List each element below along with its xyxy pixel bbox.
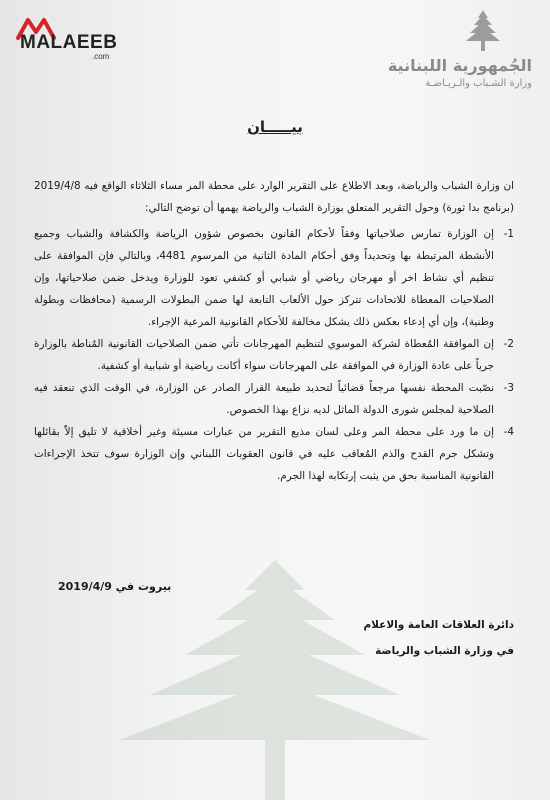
item-text: إن ما ورد على محطة المر وعلى لسان مذيع التقرير من عبارات مسيئة وغير أخلاقية لا تليق إلاّ بقائلها وتشكل جرم القدح والذم المُعاقب عليه في قانون العقوبات اللبناني وإن الوزارة سوف تتخذ الإجراءات القانونية المناسبة بحق من يثبت إرتكابه لهذا الجرم. (34, 426, 494, 482)
list-item (34, 421, 514, 487)
item-text: إن الوزارة تمارس صلاحياتها وفقاً لأحكام القانون بخصوص شؤون الرياضة والكشافة والشباب وجميع الأنشطة المرتبطة بها وتحديداً وفق أحكام المادة الثانية من المرسوم 4481، وبالتالي فإن الموافقة على تنظيم أي نشاط اخر أو مهرجان رياضي أو شبابي أو كشفي تعود للوزارة ويدخل ضمن صلاحياتها، وإن الصلاحيات المعطاة للاتحادات تتركز حول الألعاب التابعة لها ضمن البطولات الرسمية (محافظات وبطولة وطنية)، وإن أي إدعاء بعكس ذلك يشكل مخالفة للأحكام القانونية المرعية الإجراء. (34, 228, 494, 328)
republic-name: الجُمهورية اللبنانية (387, 56, 532, 75)
statement-title: بيـــــان (247, 118, 303, 136)
list-item (34, 377, 514, 421)
malaeeb-logo (14, 14, 124, 64)
logo-domain: .com (92, 52, 110, 61)
letterhead (388, 56, 532, 89)
statement-body (34, 175, 514, 487)
list-item (34, 223, 514, 333)
list-item (34, 333, 514, 377)
statement-items (34, 223, 514, 487)
item-number: 1- (503, 228, 514, 240)
item-number: 4- (503, 426, 514, 438)
signature-block (363, 612, 514, 664)
dateline: بيروت في 2019/4/9 (58, 580, 172, 593)
item-number: 2- (503, 338, 514, 350)
cedar-watermark-icon (110, 560, 440, 800)
item-text: نصّبت المحطة نفسها مرجعاً قضائياً لتحديد طبيعة القرار الصادر عن الوزارة، في الوقت الذي تنعقد فيه الصلاحية لمجلس شورى الدولة الماثل لديه نزاع بهذا الخصوص. (34, 382, 494, 416)
item-text: إن الموافقة المُعطاة لشركة الموسوي لتنظيم المهرجانات تأتي ضمن الصلاحيات القانونية المُناطة بالوزارة جرياً على عادة الوزارة في الموافقة على المهرجانات سواء أكانت رياضية أو شبابية أو كشفية. (34, 338, 494, 372)
signature-department: دائرة العلاقات العامة والاعلام (363, 619, 514, 631)
signature-ministry: في وزارة الشباب والرياضة (375, 645, 514, 657)
logo-brand: MALAEEB (20, 32, 118, 53)
cedar-emblem-icon (462, 8, 504, 54)
item-number: 3- (503, 382, 514, 394)
ministry-name: وزارة الشـباب والـريـاضـة (425, 78, 532, 89)
intro-paragraph: ان وزارة الشباب والرياضة، وبعد الاطلاع على التقرير الوارد على محطة المر مساء الثلاثاء الواقع فيه 2019/4/8 (برنامج بدا ثورة) وحول التقرير المتعلق بوزارة الشباب والرياضة يهمها أن توضح التالي: (34, 180, 514, 214)
